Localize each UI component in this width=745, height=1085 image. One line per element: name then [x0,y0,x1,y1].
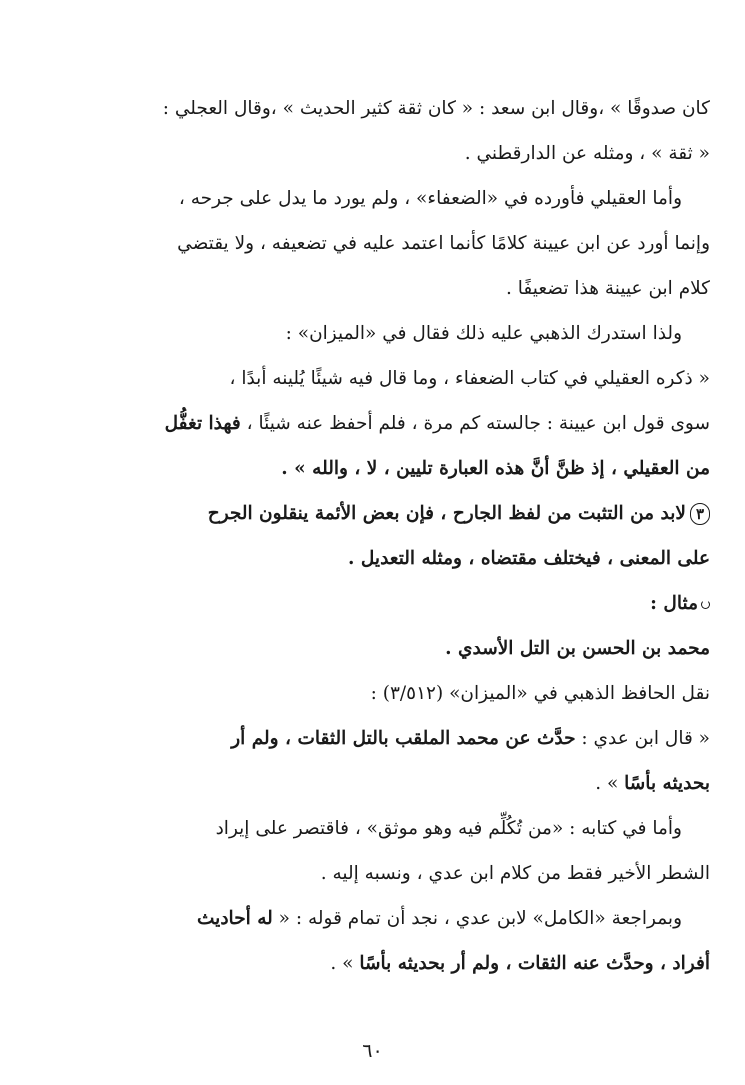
text-line: وأما العقيلي فأورده في «الضعفاء» ، ولم يورد ما يدل على جرحه ، [178,188,682,209]
text-line [84,941,710,986]
text-line: نقل الحافظ الذهبي في «الميزان» (٣/٥١٢) : [370,683,710,704]
quote-line [84,716,710,761]
plain-text: « قال ابن عدي : [575,728,710,749]
text-line [84,896,710,941]
text-line: الشطر الأخير فقط من كلام ابن عدي ، ونسبه إليه . [320,863,710,884]
text-line: « ثقة » ، ومثله عن الدارقطني . [464,143,710,164]
quote-line: « ذكره العقيلي في كتاب الضعفاء ، وما قال فيه شيئًا يُلينه أبدًا ، [229,368,710,389]
bold-text: أفراد ، وحدَّث عنه الثقات ، ولم أر بحديثه بأسًا [359,953,710,974]
bullet-marker-icon [701,600,710,609]
example-heading: مثال : [84,581,710,626]
text-line: كلام ابن عيينة هذا تضعيفًا . [506,278,710,299]
quote-line: من العقيلي ، إذ ظنَّ أنَّ هذه العبارة تليين ، لا ، والله » . [281,458,710,479]
text-line: وإنما أورد عن ابن عيينة كلامًا كأنما اعتمد عليه في تضعيفه ، ولا يقتضي [177,233,710,254]
narrator-name: محمد بن الحسن بن التل الأسدي . [445,638,710,659]
text-line: وأما في كتابه : «من تُكُلِّم فيه وهو موثق» ، فاقتصر على إيراد [215,818,682,839]
quote-line [84,761,710,806]
plain-text: سوى قول ابن عيينة : جالسته كم مرة ، فلم أحفظ عنه شيئًا ، [240,413,710,434]
text-line: كان صدوقًا » ،وقال ابن سعد : « كان ثقة كثير الحديث » ،وقال العجلي : [162,98,710,119]
numbered-point [84,491,710,536]
text-line: ولذا استدرك الذهبي عليه ذلك فقال في «الميزان» : [285,323,682,344]
bold-text: بحديثه بأسًا [624,773,710,794]
quote-line [84,401,710,446]
bold-text: له أحاديث [197,908,273,929]
page-number: ٦٠ [362,1040,383,1062]
bold-text: لابد من التثبت من لفظ الجارح ، فإن بعض الأئمة ينقلون الجرح [207,503,686,524]
text-line: على المعنى ، فيختلف مقتضاه ، ومثله التعديل . [348,548,710,569]
plain-text: » . [330,953,360,974]
plain-text: » . [595,773,625,794]
bold-text: حدَّث عن محمد الملقب بالتل الثقات ، ولم أر [231,728,576,749]
document-body [84,86,710,986]
bold-text: فهذا تغفُّل [164,413,241,434]
plain-text: وبمراجعة «الكامل» لابن عدي ، نجد أن تمام قوله : « [272,908,682,929]
point-number-badge: ٣ [690,503,710,525]
